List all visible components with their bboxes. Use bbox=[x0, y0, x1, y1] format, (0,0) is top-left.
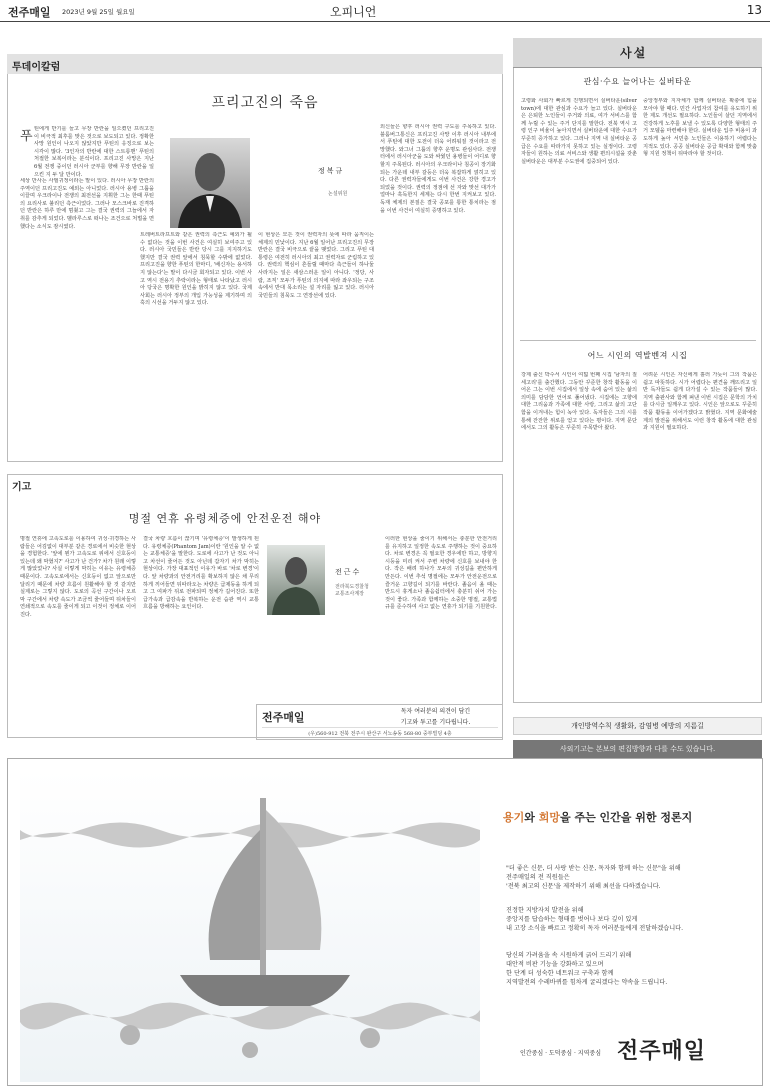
promo-line: 지역발전의 수레바퀴를 힘차게 굴리겠다는 약속을 드립니다. bbox=[506, 979, 668, 986]
paper-name: 전주매일 bbox=[8, 6, 51, 19]
editorial-title-2: 어느 시인의 역발벤져 시집 bbox=[587, 351, 688, 360]
promo-line: "더 좋은 신문, 더 사랑 받는 신문, 독자와 함께 하는 신문"을 위해 bbox=[506, 865, 681, 872]
ad-logo: 전주매일 bbox=[262, 711, 305, 724]
promo-line: 진정한 지방자치 발전을 위해 bbox=[506, 907, 584, 914]
header-date: 2023년 9월 25일 월요일 bbox=[62, 8, 135, 16]
kigo-author-role-line1: 전라북도경찰청 bbox=[335, 584, 369, 590]
today-col1-lead: 틴에게 반기를 들고 무장 반란을 일으켰던 프리고진이 비극적 최후를 맞은 것으로 보도되고 있다. 정확한 사망 원인이 나오지 않았지만 푸틴의 응징으로 보는 시각이 많다. '3인자의 반란에 대한 스트롱맨' 푸틴의 처절한 보복이라는 분석이다. 프리고진 사망은 지난 6월 전쟁 중이던 러시아 군부를 향해 무장 반란을 일으킨 지 두 달 만이다. bbox=[34, 126, 154, 178]
kigo-label: 기고 bbox=[12, 482, 32, 493]
kigo-col1-body: 명절 연휴에 고속도로를 이용하여 귀성·귀경하는 사람들은 어김없이 대부분 같은 경로에서 비슷한 현상을 경험한다. '앞에 뭔가 고속도로 위에서 신호등이 있는데 왜 막혔지?' 사고가 난 건가? 차가 원래 이렇게 많았었나? 사실 이렇게 막히는 이유는 유령체증 때문이다. 고속도로에서는 신호등이 없고 앞으로만 달리기 때문에 차량 흐름이 원활해야 할 것 같지만 실제로는 그렇지 않다. 도로의 곡선 구간이나 오르막 구간에서 차량 속도가 조금씩 줄어들며 뒤차들이 연쇄적으로 속도를 줄이게 되고 이것이 정체로 이어진다. bbox=[20, 536, 136, 618]
today-column-title: 프리고진의 죽음 bbox=[211, 95, 319, 111]
editorial-title-1: 관심·수요 늘어나는 실버타운 bbox=[583, 77, 692, 86]
kigo-col3-body: 이러한 현상을 줄이기 위해서는 충분한 안전거리를 유지하고 일정한 속도로 주행하는 것이 중요하다. 차로 변경은 꼭 필요한 경우에만 하고, 방향지시등을 미리 켜서 주변 차량에 신호를 보내야 한다. 작은 배려 하나가 모두의 귀성길을 편안하게 만든다. 이번 추석 명절에는 모두가 안전운전으로 즐거운 고향길이 되기를 바란다. 졸음이 올 때는 반드시 휴게소나 졸음쉼터에서 충분히 쉬어 가는 것이 좋다. 가족과 함께하는 소중한 명절, 교통법규를 준수하여 사고 없는 연휴가 되기를 기원한다. bbox=[385, 536, 497, 611]
slogan-rest: 을 주는 인간을 위한 정론지 bbox=[560, 811, 693, 824]
kigo-author-role-line2: 교통조사계장 bbox=[335, 591, 364, 597]
author-role: 논설위원 bbox=[328, 191, 348, 197]
today-column-label-bar bbox=[7, 54, 503, 74]
promo-paragraph-3 bbox=[506, 951, 752, 987]
editorial-1-col1: 고령화 사회가 빠르게 진행되면서 실버타운(silver town)에 대한 관심과 수요가 늘고 있다. 실버타운은 은퇴한 노인들이 주거와 의료, 여가 서비스를 함께 누릴 수 있는 주거 단지를 말한다. 전북 역시 고령 인구 비율이 높아지면서 실버타운에 대한 수요가 꾸준히 증가하고 있다. 그러나 지역 내 실버타운 공급은 수요를 따라가지 못하고 있는 실정이다. 고령자들이 원하는 의료 서비스와 생활 편의시설을 갖춘 실버타운은 대부분 수도권에 집중되어 있다. bbox=[521, 98, 637, 165]
slogan-hope: 희망 bbox=[538, 811, 560, 824]
ad-contact: (우)560-912 전북 전주시 완산구 서노송동 568-80 중부빌딩 4층 bbox=[262, 727, 498, 737]
ad-slogan bbox=[503, 809, 692, 825]
promo-line: 대안적 비판 기능을 강화하고 있으며 bbox=[506, 961, 604, 968]
page-number: 13 bbox=[746, 3, 762, 17]
kigo-title: 명절 연휴 유령체증에 안전운전 해야 bbox=[128, 512, 322, 525]
promo-line: '전북 최고의 신문'을 제작하기 위해 최선을 다하겠습니다. bbox=[506, 883, 661, 890]
kigo-col2-body: 결국 차량 흐름이 끊기며 '유령체증'이 발생하게 된다. 유령체증(Phantom Jam)이란 '원인을 알 수 없는 교통체증'을 말한다. 도로에 사고가 난 것도 아니고 차선이 줄어든 것도 아닌데 갑자기 차가 막히는 현상이다. 가장 대표적인 이유가 바로 '차로 변경'이다. 앞 차량과의 안전거리를 확보하지 않은 채 무리하게 끼어들면 뒤따라오는 차량은 급제동을 하게 되고 그 여파가 뒤로 전파되며 정체가 길어진다. 또한 급가속과 급감속을 반복하는 운전 습관 역시 교통 흐름을 방해하는 요인이다. bbox=[143, 536, 259, 611]
sailboat-illustration bbox=[20, 770, 480, 1082]
author-photo bbox=[170, 138, 250, 228]
editorial-2-col2: 어려운 시인은 자신에게 흘러 가듯이 그의 작품은 쉽고 따뜻하다. 시가 어렵다는 편견을 깨뜨리고 일반 독자들도 쉽게 다가설 수 있는 작품들이 많다. 지역 출판사와 함께 펴낸 이번 시집은 문학의 가치를 다시금 일깨우고 있다. 시인은 앞으로도 꾸준히 작품 활동을 이어가겠다고 밝혔다. 지역 문화예술계의 발전을 위해서도 이런 창작 활동에 대한 관심과 지원이 필요하다. bbox=[643, 372, 757, 432]
promo-line: 전주매일의 전 직원들은 bbox=[506, 874, 570, 881]
editorial-divider bbox=[520, 340, 756, 341]
today-column-label: 투데이칼럼 bbox=[12, 62, 61, 73]
slogan-and: 와 bbox=[524, 811, 539, 824]
editorial-2-col1: 강제 출신 박수서 시인이 여덟 번째 시집 '남자의 질세고리'를 출간했다. 그동안 꾸준한 창작 활동을 이어온 그는 이번 시집에서 일상 속에 숨어 있는 삶의 의미를 담담한 언어로 풀어냈다. 시집에는 고향에 대한 그리움과 가족에 대한 사랑, 그리고 삶의 고단함을 이겨내는 힘이 녹아 있다. 독자들은 그의 시를 통해 잔잔한 위로를 얻고 있다는 평이다. 지역 문단에서도 그의 활동은 꾸준히 주목받아 왔다. bbox=[521, 372, 637, 432]
promo-paragraph-1 bbox=[506, 864, 752, 891]
slogan-courage: 용기 bbox=[503, 811, 525, 824]
promo-line: 당신의 가려움을 속 시원하게 긁어 드리기 위해 bbox=[506, 952, 632, 959]
campaign-banner: 개인방역수칙 생활화, 감염병 예방의 지름길 bbox=[513, 717, 762, 735]
section-name: 오피니언 bbox=[330, 5, 377, 19]
kigo-author-role bbox=[335, 584, 369, 598]
promo-line: 한 단계 더 성숙한 네트워크 구축과 함께 bbox=[506, 970, 614, 977]
promo-paragraph-2 bbox=[506, 906, 752, 933]
today-col3-body: 이 현상은 모든 것이 권력자의 뜻에 따라 움직이는 체제의 민낯이다. 지난 6월 일어난 프리고진의 무장 반란은 결국 비극으로 끝을 맺었다. 그리고 푸틴 대통령은 여전히 러시아의 최고 권력자로 군림하고 있다. 권력의 핵심이 흔들릴 때마다 측근들이 하나둘 사라지는 일은 새삼스러운 일이 아니다. '정당, 사람, 조직' 모두가 푸틴의 의지에 따라 좌우되는 구조 속에서 반대 목소리는 설 자리를 잃고 있다. 러시아 국민들의 침묵도 그 연장선에 있다. bbox=[258, 232, 374, 299]
page-header bbox=[0, 0, 770, 22]
person-silhouette-icon bbox=[170, 138, 250, 228]
footer-tagline: 인간중심 · 도덕중심 · 지역중심 bbox=[520, 1050, 601, 1057]
promo-line: 중앙지를 답습하는 형태를 벗어나 보다 깊이 있게 bbox=[506, 916, 638, 923]
today-col2-body: 트레버트라프트와 같은 권력의 측근도 예외가 될 수 없다는 것을 이번 사건은 여실히 보여주고 있다. 러시아 국민들은 반란 당시 그를 지지하기도 했지만 결국 권력 앞에서 침묵할 수밖에 없었다. 프리고진을 향한 푸틴의 한마디, '배신자는 용서하지 않는다'는 말이 다시금 회자되고 있다. 이번 사고 역시 전용기 추락이라는 형태로 나타났고 러시아 당국은 명확한 원인을 밝히지 않고 있다. 국제사회는 러시아 정부의 개입 가능성을 제기하며 의혹의 시선을 거두지 않고 있다. bbox=[140, 232, 252, 307]
today-col1-body: 세상 만사는 사필귀정이라는 말이 있다. 러시아 무장 반란의 주역이던 프리고진도 예외는 아니었다. 러시아 용병 그룹을 이끌며 우크라이나 전쟁의 최전선을 지휘한 그는 한때 푸틴의 요리사로 불리던 측근이었다. 그러나 모스크바로 진격하던 반란은 하루 만에 멈췄고 그는 결국 권력의 그늘에서 자취를 감추게 되었다. 벨라루스로 떠나는 조건으로 처벌을 면했다는 소식도 잠시였다. bbox=[20, 178, 154, 230]
ad-text-line2: 기고와 투고를 기다립니다. bbox=[400, 719, 471, 726]
kigo-author-name: 전근수 bbox=[335, 568, 362, 576]
disclaimer-bar: 사외기고는 본보의 편집방향과 다를 수도 있습니다. bbox=[513, 740, 762, 758]
kigo-author-photo bbox=[267, 545, 325, 615]
footer-logo: 전주매일 bbox=[617, 1039, 707, 1064]
today-col4-body: 외신들은 향후 러시아 권력 구도를 주목하고 있다. 블룸버그통신은 프리고진 사망 이후 러시아 내부에서 푸틴에 대한 도전이 더욱 어려워질 것이라고 전망했다. 와그너 그룹의 향후 운명도 관심사다. 전쟁터에서 러시아군을 도와 싸웠던 용병들이 어디로 향할지 주목된다. 러시아의 우크라이나 침공이 장기화되는 가운데 내부 갈등은 더욱 복잡하게 얽히고 있다. 다른 권력자들에게도 이번 사건은 강한 경고가 되었을 것이다. 권력의 정점에 선 자와 맞선 대가가 얼마나 혹독한지 세계는 다시 한번 지켜보고 있다. 독재 체제의 본질은 결국 공포를 통한 통치라는 점을 이번 사건이 여실히 증명하고 있다. bbox=[380, 124, 496, 214]
editorial-1-col2: 중앙정부와 지자체가 함께 실버타운 확충에 힘을 모아야 할 때다. 민간 사업자의 참여를 유도하기 위한 제도 개선도 필요하다. 노인들이 살던 지역에서 건강하게 노후를 보낼 수 있도록 다양한 형태의 주거 모델을 마련해야 한다. 실버타운 입주 비용이 과도하게 높아 서민층 노인들은 이용하기 어렵다는 지적도 있다. 공공 실버타운 공급 확대와 함께 맞춤형 지원 정책이 뒤따라야 할 것이다. bbox=[643, 98, 757, 158]
promo-line: 내 고장 소식을 빠르고 정확히 독자 여러분들에게 전달하겠습니다. bbox=[506, 925, 684, 932]
ad-text-line1: 독자 여러분의 의견이 담긴 bbox=[400, 708, 471, 715]
person-silhouette-icon bbox=[267, 545, 325, 615]
dropcap: 푸 bbox=[20, 129, 33, 144]
author-name: 정복규 bbox=[318, 167, 345, 175]
editorial-label: 사설 bbox=[620, 46, 648, 60]
